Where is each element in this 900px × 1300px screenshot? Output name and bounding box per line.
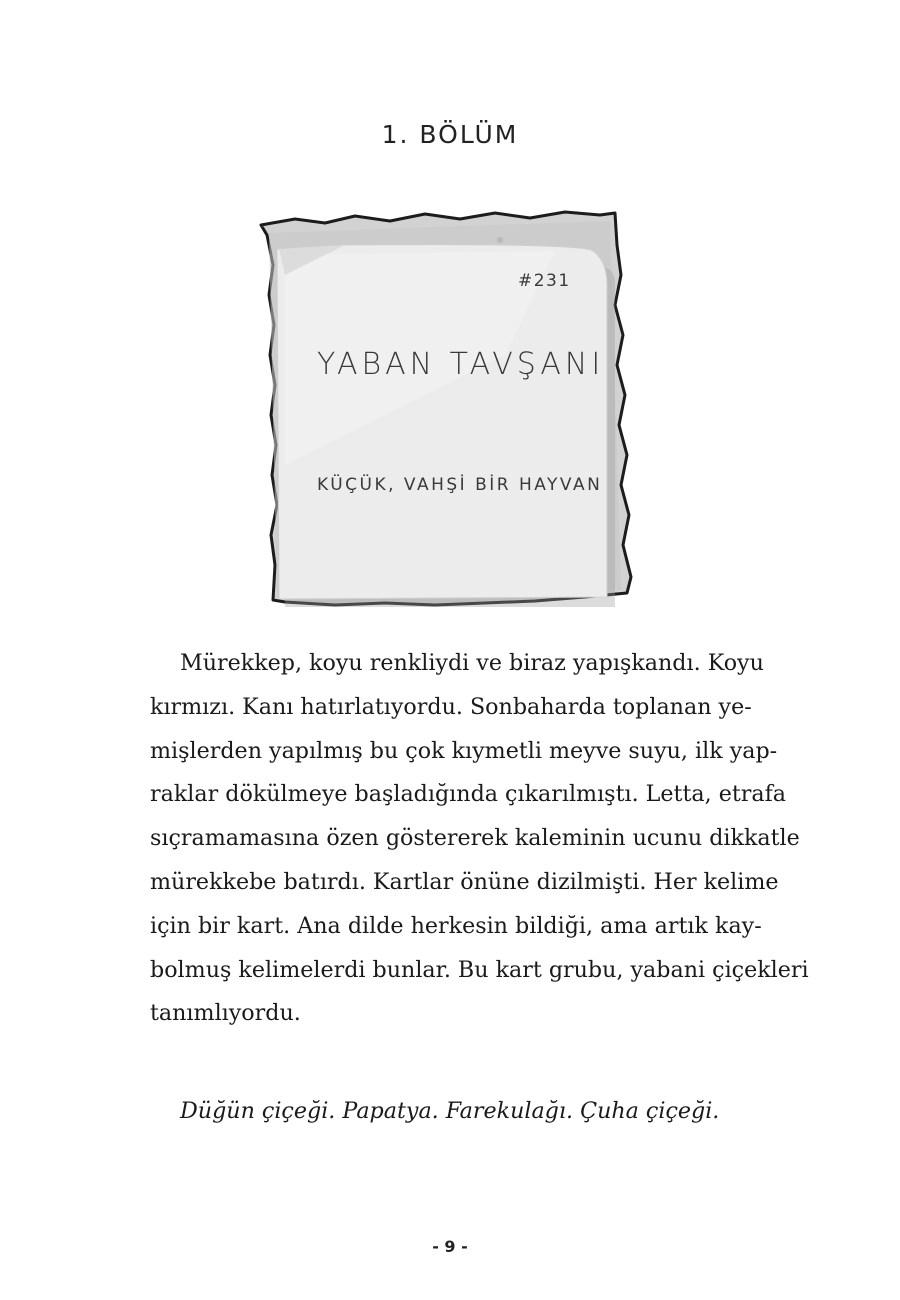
body-paragraph bbox=[150, 642, 809, 1036]
card-paper-illustration bbox=[255, 205, 645, 610]
paragraph-line: Mürekkep, koyu renkliydi ve biraz yapışkandı. Koyu bbox=[180, 650, 764, 676]
paragraph-line: kırmızı. Kanı hatırlatıyordu. Sonbaharda toplanan ye- bbox=[150, 693, 752, 720]
card-number: #231 bbox=[518, 271, 571, 291]
paragraph-line: için bir kart. Ana dilde herkesin bildiği, ama artık kay- bbox=[150, 912, 762, 939]
paragraph-line: tanımlıyordu. bbox=[150, 1000, 301, 1027]
paragraph-line: mürekkebe batırdı. Kartlar önüne dizilmişti. Her kelime bbox=[150, 868, 779, 895]
card-title: YABAN TAVŞANI bbox=[317, 347, 605, 382]
paragraph-line: sıçramamasına özen göstererek kaleminin ucunu dikkatle bbox=[150, 825, 800, 852]
paragraph-line: mişlerden yapılmış bu çok kıymetli meyve suyu, ilk yap- bbox=[150, 737, 778, 764]
paragraph-line: bolmuş kelimelerdi bunlar. Bu kart grubu, yabani çiçekleri bbox=[150, 956, 809, 983]
flower-list: Düğün çiçeği. Papatya. Farekulağı. Çuha çiçeği. bbox=[180, 1098, 720, 1124]
paragraph-line: raklar dökülmeye başladığında çıkarılmıştı. Letta, etrafa bbox=[150, 781, 787, 808]
card-subtitle: KÜÇÜK, VAHŞİ BİR HAYVAN bbox=[317, 475, 603, 495]
chapter-title: 1. BÖLÜM bbox=[381, 120, 519, 149]
page-number: - 9 - bbox=[432, 1237, 468, 1256]
word-card bbox=[255, 205, 645, 610]
